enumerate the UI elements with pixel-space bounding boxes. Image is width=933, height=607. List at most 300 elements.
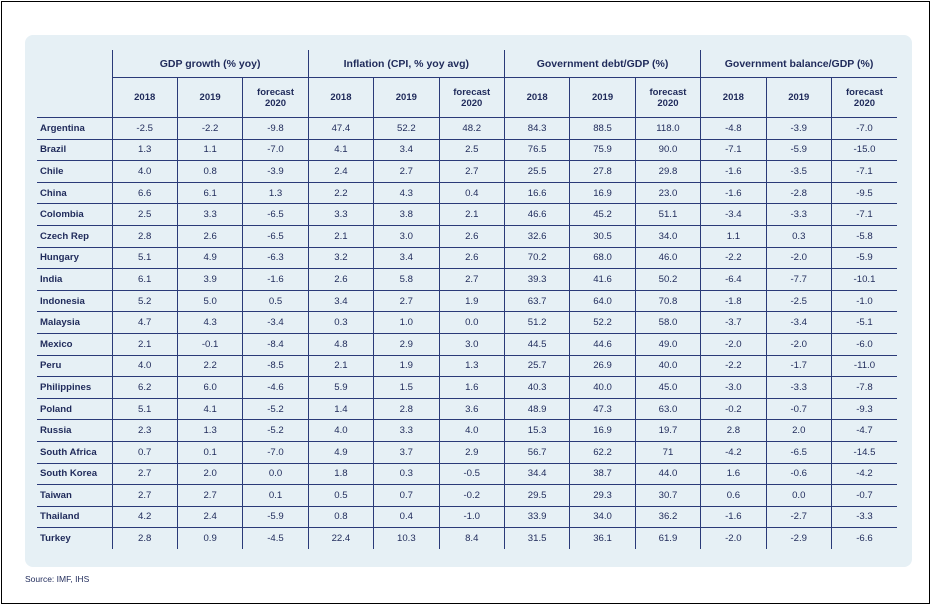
- value-cell: -3.3: [766, 204, 831, 226]
- value-cell: 1.6: [701, 463, 766, 485]
- source-note: Source: IMF, IHS: [25, 574, 90, 584]
- value-cell: 4.1: [177, 398, 242, 420]
- forecast-year-label: 2020: [264, 97, 287, 109]
- value-cell: 1.1: [701, 225, 766, 247]
- value-cell: -7.8: [831, 377, 897, 399]
- value-cell: -4.7: [831, 420, 897, 442]
- value-cell: -4.2: [831, 463, 897, 485]
- value-cell: -9.3: [831, 398, 897, 420]
- value-cell: 0.7: [112, 441, 177, 463]
- value-cell: 2.8: [374, 398, 439, 420]
- forecast-label: forecast: [453, 86, 491, 98]
- value-cell: 63.7: [504, 290, 569, 312]
- value-cell: 0.1: [243, 485, 308, 507]
- value-cell: 2.0: [766, 420, 831, 442]
- country-label: South Africa: [37, 441, 112, 463]
- value-cell: 8.4: [439, 528, 504, 549]
- value-cell: 49.0: [635, 333, 700, 355]
- value-cell: 40.3: [504, 377, 569, 399]
- forecast-year-label: 2020: [853, 97, 876, 109]
- value-cell: -2.2: [701, 355, 766, 377]
- value-cell: 0.3: [308, 312, 373, 334]
- value-cell: 47.4: [308, 118, 373, 140]
- value-cell: -7.1: [701, 139, 766, 161]
- value-cell: 52.2: [570, 312, 635, 334]
- value-cell: 88.5: [570, 118, 635, 140]
- value-cell: -6.6: [856, 533, 873, 545]
- country-label: Hungary: [37, 247, 112, 269]
- table-row: [37, 377, 897, 399]
- value-cell: 2.5: [112, 204, 177, 226]
- value-cell: 4.1: [308, 139, 373, 161]
- value-cell: 45.0: [635, 377, 700, 399]
- value-cell: 0.4: [439, 182, 504, 204]
- country-label: Thailand: [37, 506, 112, 528]
- value-cell: 0.1: [177, 441, 242, 463]
- value-cell: 36.2: [635, 506, 700, 528]
- value-cell: 2.6: [308, 269, 373, 291]
- value-cell: 34.4: [504, 463, 569, 485]
- value-cell: -5.8: [831, 225, 897, 247]
- value-cell: -5.9: [831, 247, 897, 269]
- value-cell: 0.3: [374, 463, 439, 485]
- value-cell: 47.3: [570, 398, 635, 420]
- table-row: [37, 225, 897, 247]
- year-2019-header: 2019: [374, 78, 439, 118]
- value-cell: 0.0: [439, 312, 504, 334]
- country-label: Turkey: [37, 528, 112, 549]
- value-cell: 30.5: [570, 225, 635, 247]
- value-cell: -4.5: [243, 528, 308, 549]
- table-row: [37, 312, 897, 334]
- value-cell: 3.4: [374, 247, 439, 269]
- year-2018-header: 2018: [504, 78, 569, 118]
- value-cell: -5.2: [243, 398, 308, 420]
- table-row: [37, 420, 897, 442]
- economic-indicators-table: [37, 50, 897, 549]
- value-cell: -4.6: [243, 377, 308, 399]
- country-label: China: [37, 182, 112, 204]
- value-cell: 46.0: [635, 247, 700, 269]
- value-cell: 2.6: [439, 247, 504, 269]
- country-label: South Korea: [37, 463, 112, 485]
- table-row: [37, 355, 897, 377]
- group-header-debt: Government debt/GDP (%): [504, 50, 700, 78]
- value-cell: 63.0: [635, 398, 700, 420]
- value-cell: 68.0: [570, 247, 635, 269]
- value-cell: 64.0: [570, 290, 635, 312]
- value-cell: 0.6: [701, 485, 766, 507]
- value-cell: -3.3: [831, 506, 897, 528]
- value-cell: -5.9: [243, 506, 308, 528]
- value-cell: 3.8: [374, 204, 439, 226]
- value-cell: 4.0: [112, 355, 177, 377]
- value-cell: 4.3: [177, 312, 242, 334]
- value-cell: 2.1: [112, 333, 177, 355]
- value-cell: 5.8: [374, 269, 439, 291]
- value-cell: 6.6: [112, 182, 177, 204]
- value-cell: 75.9: [570, 139, 635, 161]
- value-cell: -2.5: [766, 290, 831, 312]
- value-cell: 4.9: [177, 247, 242, 269]
- value-cell: 29.8: [635, 161, 700, 183]
- value-cell: -7.1: [831, 204, 897, 226]
- table-row: [37, 485, 897, 507]
- table-row: [37, 506, 897, 528]
- value-cell: 90.0: [635, 139, 700, 161]
- corner-cell: [37, 78, 112, 118]
- value-cell: 0.5: [243, 290, 308, 312]
- value-cell: 4.0: [308, 420, 373, 442]
- value-cell: 15.3: [504, 420, 569, 442]
- group-header-gdp: GDP growth (% yoy): [112, 50, 308, 78]
- value-cell: 4.3: [374, 182, 439, 204]
- value-cell: 1.3: [112, 139, 177, 161]
- table-row: [37, 161, 897, 183]
- value-cell: 6.2: [112, 377, 177, 399]
- table-row: [37, 269, 897, 291]
- value-cell: 56.7: [504, 441, 569, 463]
- forecast-label: forecast: [649, 86, 687, 98]
- forecast-label: forecast: [846, 86, 883, 98]
- value-cell: 0.5: [308, 485, 373, 507]
- value-cell: 2.3: [112, 420, 177, 442]
- country-label: India: [37, 269, 112, 291]
- value-cell: 2.1: [308, 225, 373, 247]
- value-cell: -7.0: [243, 139, 308, 161]
- table-row: [37, 441, 897, 463]
- value-cell: 5.1: [112, 398, 177, 420]
- table-row: [37, 139, 897, 161]
- value-cell: -7.0: [831, 118, 897, 140]
- value-cell: 40.0: [570, 377, 635, 399]
- country-label: Peru: [37, 355, 112, 377]
- value-cell: 16.9: [570, 182, 635, 204]
- value-cell: -0.6: [766, 463, 831, 485]
- value-cell: 4.7: [112, 312, 177, 334]
- value-cell: -2.7: [766, 506, 831, 528]
- value-cell: 1.9: [374, 355, 439, 377]
- value-cell: -5.9: [766, 139, 831, 161]
- group-header-balance: Government balance/GDP (%): [701, 50, 897, 78]
- country-label: Brazil: [37, 139, 112, 161]
- value-cell: -2.2: [177, 118, 242, 140]
- value-cell: 25.7: [504, 355, 569, 377]
- value-cell: 2.6: [439, 225, 504, 247]
- country-label: Philippines: [37, 377, 112, 399]
- forecast-year-label: 2020: [657, 97, 679, 109]
- value-cell: 6.1: [112, 269, 177, 291]
- value-cell: -0.7: [766, 398, 831, 420]
- value-cell: 29.5: [504, 485, 569, 507]
- value-cell: 0.8: [177, 161, 242, 183]
- value-cell: -3.9: [766, 118, 831, 140]
- country-label: Argentina: [37, 118, 112, 140]
- value-cell: 38.7: [570, 463, 635, 485]
- table-row: [37, 290, 897, 312]
- value-cell: 0.7: [374, 485, 439, 507]
- year-2019-header: 2019: [177, 78, 242, 118]
- table-row: [37, 182, 897, 204]
- value-cell: 44.0: [635, 463, 700, 485]
- value-cell: 19.7: [635, 420, 700, 442]
- value-cell: 70.8: [635, 290, 700, 312]
- value-cell: 1.5: [374, 377, 439, 399]
- value-cell: -0.2: [439, 485, 504, 507]
- forecast-2020-header: [831, 78, 897, 118]
- value-cell: -3.3: [766, 377, 831, 399]
- value-cell: -7.0: [243, 441, 308, 463]
- value-cell: 2.7: [177, 485, 242, 507]
- value-cell: 16.9: [570, 420, 635, 442]
- value-cell: 3.7: [374, 441, 439, 463]
- value-cell: -3.4: [701, 204, 766, 226]
- value-cell: -8.4: [243, 333, 308, 355]
- value-cell: 2.1: [308, 355, 373, 377]
- value-cell: 34.0: [635, 225, 700, 247]
- value-cell: -1.0: [439, 506, 504, 528]
- value-cell: 3.6: [439, 398, 504, 420]
- value-cell: 1.8: [308, 463, 373, 485]
- value-cell: -4.8: [701, 118, 766, 140]
- value-cell: -6.4: [701, 269, 766, 291]
- value-cell: 2.5: [439, 139, 504, 161]
- value-cell: 0.4: [374, 506, 439, 528]
- value-cell: 33.9: [504, 506, 569, 528]
- value-cell: 48.9: [504, 398, 569, 420]
- value-cell: 3.9: [177, 269, 242, 291]
- value-cell: 0.8: [308, 506, 373, 528]
- year-2019-header: 2019: [570, 78, 635, 118]
- value-cell: -4.2: [701, 441, 766, 463]
- value-cell: 52.2: [374, 118, 439, 140]
- value-cell: -1.6: [701, 161, 766, 183]
- forecast-label: forecast: [257, 86, 294, 98]
- value-cell: 29.3: [570, 485, 635, 507]
- value-cell: 1.6: [439, 377, 504, 399]
- value-cell: -2.5: [112, 118, 177, 140]
- value-cell: -3.0: [701, 377, 766, 399]
- value-cell: 3.4: [374, 139, 439, 161]
- value-cell: -2.2: [701, 247, 766, 269]
- value-cell: 3.3: [177, 204, 242, 226]
- value-cell: 1.9: [439, 290, 504, 312]
- value-cell: 2.8: [112, 225, 177, 247]
- value-cell: -10.1: [831, 269, 897, 291]
- value-cell: 2.7: [374, 161, 439, 183]
- year-header-row: [37, 78, 897, 118]
- value-cell: 39.3: [504, 269, 569, 291]
- value-cell: 0.9: [177, 528, 242, 549]
- table-row: [37, 463, 897, 485]
- group-header-row: [37, 50, 897, 78]
- year-2018-header: 2018: [112, 78, 177, 118]
- value-cell: 51.2: [504, 312, 569, 334]
- country-label: Chile: [37, 161, 112, 183]
- value-cell: -6.5: [243, 225, 308, 247]
- value-cell: -1.6: [701, 182, 766, 204]
- value-cell: 1.3: [177, 420, 242, 442]
- value-cell: -0.7: [831, 485, 897, 507]
- value-cell: -9.8: [243, 118, 308, 140]
- value-cell: 26.9: [570, 355, 635, 377]
- value-cell: -5.2: [243, 420, 308, 442]
- value-cell: 118.0: [635, 118, 700, 140]
- forecast-2020-header: [439, 78, 504, 118]
- value-cell: -3.7: [701, 312, 766, 334]
- value-cell: -2.0: [766, 333, 831, 355]
- value-cell: -0.1: [177, 333, 242, 355]
- forecast-2020-header: [243, 78, 308, 118]
- value-cell: 2.4: [177, 506, 242, 528]
- country-label: Malaysia: [37, 312, 112, 334]
- value-cell: -1.8: [701, 290, 766, 312]
- value-cell: 3.3: [374, 420, 439, 442]
- value-cell: 3.0: [374, 225, 439, 247]
- value-cell: 3.4: [308, 290, 373, 312]
- value-cell: 4.8: [308, 333, 373, 355]
- value-cell: -6.0: [831, 333, 897, 355]
- value-cell: 30.7: [635, 485, 700, 507]
- value-cell: 16.6: [504, 182, 569, 204]
- value-cell: 50.2: [635, 269, 700, 291]
- value-cell: 51.1: [635, 204, 700, 226]
- value-cell: 2.9: [374, 333, 439, 355]
- value-cell: -9.5: [831, 182, 897, 204]
- value-cell: 2.7: [112, 485, 177, 507]
- value-cell: 0.3: [766, 225, 831, 247]
- country-label: Indonesia: [37, 290, 112, 312]
- group-header-inflation: Inflation (CPI, % yoy avg): [308, 50, 504, 78]
- country-label: Taiwan: [37, 485, 112, 507]
- value-cell: -2.0: [701, 528, 766, 549]
- value-cell: 40.0: [635, 355, 700, 377]
- value-cell: -5.1: [831, 312, 897, 334]
- value-cell: 3.2: [308, 247, 373, 269]
- value-cell: 3.3: [308, 204, 373, 226]
- value-cell: 2.8: [701, 420, 766, 442]
- value-cell: -1.7: [766, 355, 831, 377]
- value-cell: -11.0: [831, 355, 897, 377]
- value-cell: -14.5: [831, 441, 897, 463]
- value-cell: -2.8: [766, 182, 831, 204]
- value-cell: -6.5: [766, 441, 831, 463]
- value-cell: 2.9: [439, 441, 504, 463]
- value-cell: 4.0: [112, 161, 177, 183]
- table-row: [37, 204, 897, 226]
- value-cell: 5.2: [112, 290, 177, 312]
- value-cell: 1.4: [308, 398, 373, 420]
- value-cell: 1.1: [177, 139, 242, 161]
- forecast-2020-header: [635, 78, 700, 118]
- value-cell: -2.9: [766, 528, 831, 549]
- value-cell: 32.6: [504, 225, 569, 247]
- year-2018-header: 2018: [308, 78, 373, 118]
- value-cell: 44.5: [504, 333, 569, 355]
- value-cell: 1.3: [439, 355, 504, 377]
- value-cell: 36.1: [570, 528, 635, 549]
- value-cell: 84.3: [504, 118, 569, 140]
- value-cell: 4.2: [112, 506, 177, 528]
- value-cell: 2.8: [112, 528, 177, 549]
- value-cell: -3.4: [766, 312, 831, 334]
- year-2019-header: 2019: [766, 78, 831, 118]
- value-cell: 71: [635, 441, 700, 463]
- table-row: [37, 118, 897, 140]
- value-cell: 2.7: [112, 463, 177, 485]
- value-cell: -7.7: [766, 269, 831, 291]
- value-cell: 2.2: [177, 355, 242, 377]
- value-cell: -3.9: [243, 161, 308, 183]
- value-cell: -3.4: [243, 312, 308, 334]
- value-cell: -0.5: [439, 463, 504, 485]
- value-cell: -1.6: [243, 269, 308, 291]
- value-cell: -3.5: [766, 161, 831, 183]
- table-row: [37, 333, 897, 355]
- value-cell: 41.6: [570, 269, 635, 291]
- value-cell: -0.2: [701, 398, 766, 420]
- country-label: Poland: [37, 398, 112, 420]
- corner-cell: [37, 50, 112, 78]
- value-cell: 25.5: [504, 161, 569, 183]
- value-cell: 23.0: [635, 182, 700, 204]
- value-cell: 46.6: [504, 204, 569, 226]
- country-label: Mexico: [37, 333, 112, 355]
- country-label: Russia: [37, 420, 112, 442]
- value-cell: -8.5: [243, 355, 308, 377]
- value-cell: -15.0: [831, 139, 897, 161]
- value-cell: 5.1: [112, 247, 177, 269]
- value-cell: 58.0: [635, 312, 700, 334]
- value-cell: 76.5: [504, 139, 569, 161]
- table-row: [37, 398, 897, 420]
- value-cell: -2.0: [701, 333, 766, 355]
- value-cell: 34.0: [570, 506, 635, 528]
- value-cell: 5.0: [177, 290, 242, 312]
- value-cell: -7.1: [831, 161, 897, 183]
- value-cell: 2.7: [439, 161, 504, 183]
- value-cell: 2.4: [308, 161, 373, 183]
- forecast-year-label: 2020: [461, 97, 483, 109]
- value-cell: 0.0: [766, 485, 831, 507]
- value-cell: -1.6: [701, 506, 766, 528]
- value-cell: 1.0: [374, 312, 439, 334]
- value-cell: 4.9: [308, 441, 373, 463]
- value-cell: 62.2: [570, 441, 635, 463]
- country-label: Czech Rep: [37, 225, 112, 247]
- value-cell: -6.5: [243, 204, 308, 226]
- year-2018-header: 2018: [701, 78, 766, 118]
- value-cell: 48.2: [439, 118, 504, 140]
- value-cell: 31.5: [504, 528, 569, 549]
- value-cell: 27.8: [570, 161, 635, 183]
- value-cell: 3.0: [439, 333, 504, 355]
- value-cell: 2.7: [374, 290, 439, 312]
- value-cell: 2.7: [439, 269, 504, 291]
- value-cell: -6.3: [243, 247, 308, 269]
- value-cell: 6.0: [177, 377, 242, 399]
- value-cell: 2.1: [439, 204, 504, 226]
- value-cell: 6.1: [177, 182, 242, 204]
- value-cell: 4.0: [439, 420, 504, 442]
- value-cell: 2.2: [308, 182, 373, 204]
- value-cell: 0.0: [243, 463, 308, 485]
- value-cell: 2.6: [177, 225, 242, 247]
- value-cell: 10.3: [374, 528, 439, 549]
- value-cell: -2.0: [766, 247, 831, 269]
- value-cell: 61.9: [635, 528, 700, 549]
- value-cell: 2.0: [177, 463, 242, 485]
